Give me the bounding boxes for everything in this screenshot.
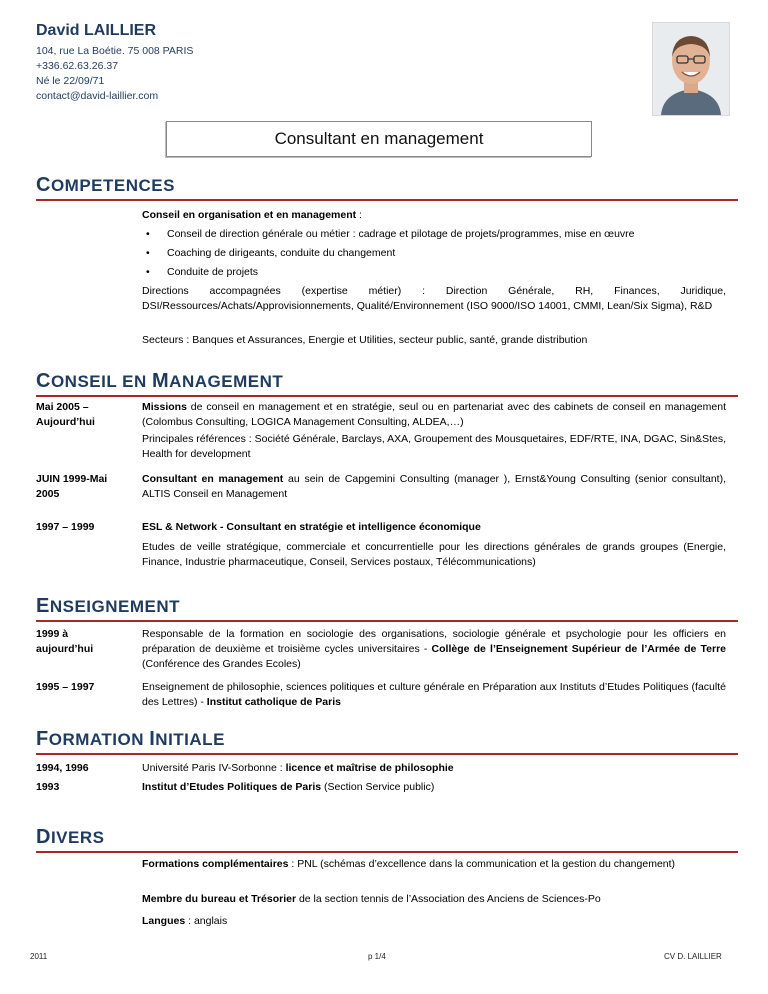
education-desc: Université Paris IV-Sorbonne : licence et maîtrise de philosophie: [142, 762, 454, 774]
person-name: David LAILLIER: [36, 22, 157, 39]
footer-author: CV D. LAILLIER: [664, 952, 722, 961]
experience-extra: Etudes de veille stratégique, commerciale et concurrentielle pour les directions générales de grands groupes (Energie, Finance, Industrie pharmaceutique, Conseil, Services postaux, Télécommunications): [142, 541, 726, 568]
section-divers: [36, 826, 738, 927]
section-conseil: [36, 370, 738, 568]
section-heading: CONSEIL EN MANAGEMENT: [36, 370, 738, 397]
secteurs-text: Secteurs : Banques et Assurances, Energie et Utilities, secteur public, santé, grande distribution: [142, 334, 588, 346]
phone: +336.62.63.26.37: [36, 60, 119, 72]
birth-date: Né le 22/09/71: [36, 75, 105, 87]
experience-extra: Principales références : Société Générale, Barclays, AXA, Groupement des Mousquetaires, EDF/RTE, INA, DGAC, Sin&Stes, Health for development: [142, 433, 726, 460]
teaching-desc: Enseignement de philosophie, sciences politiques et culture générale en Préparation aux Instituts d’Etudes Politiques (faculté des Lettres) - Institut catholique de Paris: [142, 681, 726, 708]
profile-photo: [652, 22, 730, 116]
experience-date: 1997 – 1999: [36, 521, 95, 533]
section-heading: DIVERS: [36, 826, 738, 853]
teaching-date: 1999 à aujourd’hui: [36, 628, 94, 655]
directions-text: Directions accompagnées (expertise métier) : Direction Générale, RH, Finances, Juridique, DSI/Ressources/Achats/Approvisionnements, Qualité/Environnement (ISO 9000/ISO 14001, CMMI, Lean/Six Sigma), R&D: [142, 285, 726, 312]
section-heading: ENSEIGNEMENT: [36, 595, 738, 622]
email: contact@david-laillier.com: [36, 90, 159, 102]
section-heading: COMPETENCES: [36, 174, 738, 201]
experience-date: Mai 2005 – Aujourd’hui: [36, 401, 95, 428]
job-title: Consultant en management: [166, 121, 592, 157]
divers-item: Langues : anglais: [142, 915, 228, 927]
footer-year: 2011: [30, 952, 48, 961]
footer-page-number: p 1/4: [368, 952, 386, 961]
address: 104, rue La Boétie. 75 008 PARIS: [36, 45, 194, 57]
experience-desc: Missions de conseil en management et en stratégie, seul ou en partenariat avec des cabinets de conseil en management (Colombus Consulting, LOGICA Management Consulting, ALDEA,…): [142, 401, 726, 428]
teaching-date: 1995 – 1997: [36, 681, 95, 693]
education-date: 1993: [36, 781, 60, 793]
portrait-image: [653, 23, 729, 115]
cv-header: [36, 22, 596, 104]
experience-desc: Consultant en management au sein de Capgemini Consulting (manager ), Ernst&Young Consulting (senior consultant), ALTIS Conseil en Management: [142, 473, 727, 500]
teaching-desc: Responsable de la formation en sociologie des organisations, sociologie générale et psychologie pour les officiers en préparation de deuxième et troisième cycles universitaires - Collège de l’Enseignement Supérieur de l’Armée de Terre (Conférence des Grandes Ecoles): [142, 628, 726, 670]
section-enseignement: [36, 595, 738, 708]
divers-item: Formations complémentaires : PNL (schémas d’excellence dans la communication et la gestion du changement): [142, 858, 676, 870]
section-formation: [36, 728, 738, 793]
experience-date: JUIN 1999-Mai 2005: [36, 473, 108, 500]
education-date: 1994, 1996: [36, 762, 89, 774]
section-heading: FORMATION INITIALE: [36, 728, 738, 755]
divers-item: Membre du bureau et Trésorier de la section tennis de l’Association des Anciens de Sciences-Po: [142, 893, 601, 905]
section-competences: COMPETENCES Conseil en organisation et en management : • Conseil de direction générale ou métier : cadrage et pilotage de projets/programmes, mise en œuvre • Coaching de dirigeants, conduite du changement • Conduite de projets Directions accompagnées (expertise métier) : Direction Générale, RH, Finances, Juridique, DSI/Ressources/Achats/Approvisionnements, Qualité/Environnement (ISO 9000/ISO 14001, CMMI, Lean/Six Sigma), R&D Secteurs : Banques et Assurances, Energie et Utilities, secteur public, santé, grande distribution: [36, 174, 738, 201]
competences-intro: Conseil en organisation et en management :: [142, 209, 362, 221]
experience-desc: ESL & Network - Consultant en stratégie et intelligence économique: [142, 521, 481, 533]
education-desc: Institut d’Etudes Politiques de Paris (Section Service public): [142, 781, 435, 793]
